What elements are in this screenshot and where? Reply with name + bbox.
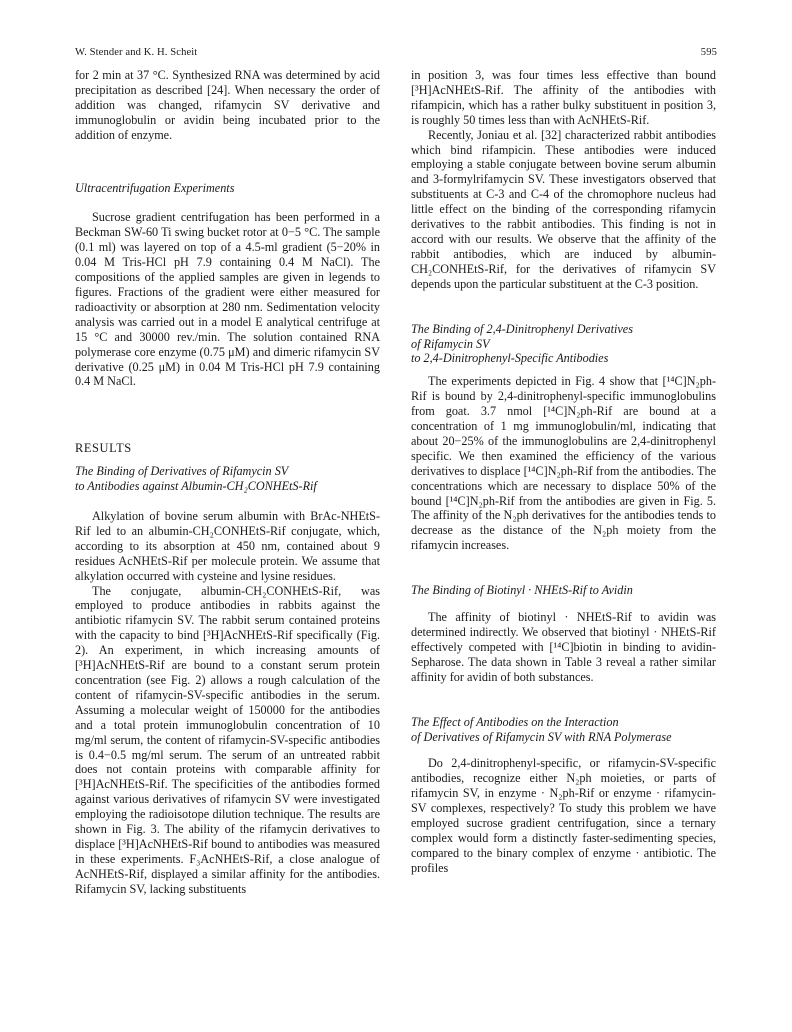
paragraph-methods-continued: for 2 min at 37 °C. Synthesized RNA was determined by acid precipitation as described [24]. When necessary the order of addition was changed, rifamycin SV derivative and immunoglobulin or avidin being incubated prior to the addition of enzyme.	[75, 68, 380, 142]
heading-dnp-line-2: of Rifamycin SV	[411, 336, 490, 351]
left-column	[75, 68, 380, 897]
heading-binding-line-2: to Antibodies against Albumin-CH₂CONHEtS-Rif	[75, 479, 317, 494]
paragraph-conjugate: The conjugate, albumin-CH₂CONHEtS-Rif, was employed to produce antibodies in rabbits against the antibiotic rifamycin SV. The rabbit serum contained proteins with the capacity to bind [³H]AcNHEtS-Rif specifically (Fig. 2). An experiment, in which increasing amounts of [³H]AcNHEtS-Rif are bound to a constant serum protein concentration (see Fig. 2) allows a rough calculation of the content of rifamycin-SV-specific antibodies in the serum. Assuming a molecular weight of 150000 for the antibodies and a total protein immunoglobulin concentration of 10 mg/ml serum, the content of rifamycin-SV-specific antibodies is 0.4−0.5 mg/ml serum. The serum of an untreated rabbit does not contain proteins with comparable affinity for [³H]AcNHEtS-Rif. The specificities of the antibodies formed against various derivatives of rifamycin SV were investigated employing the radioisotope dilution technique. The results are shown in Fig. 3. The ability of the rifamycin derivatives to displace [³H]AcNHEtS-Rif bound to antibodies was measured in these experiments. F₃AcNHEtS-Rif, a close analogue of AcNHEtS-Rif, displayed a similar affinity for the antibodies. Rifamycin SV, lacking substituents	[75, 583, 380, 896]
paragraph-alkylation: Alkylation of bovine serum albumin with BrAc-NHEtS-Rif led to an albumin-CH₂CONHEtS-Rif conjugate, which, according to its absorption at 450 nm, contained about 9 residues AcNHEtS-Rif per molecule protein. We assume that alkylation occurred with cysteine and lysine residues.	[75, 509, 380, 583]
running-header-authors: W. Stender and K. H. Scheit	[75, 47, 198, 58]
paragraph-results-continued: in position 3, was four times less effective than bound [³H]AcNHEtS-Rif. The affinity of the antibodies with rifampicin, which has a rather bulky substituent in position 3, is roughly 50 times less than with AcNHEtS-Rif.	[411, 68, 716, 127]
heading-binding-line-1: The Binding of Derivatives of Rifamycin SV	[75, 464, 289, 479]
heading-ultracentrifugation: Ultracentrifugation Experiments	[75, 180, 235, 195]
heading-results: RESULTS	[75, 441, 132, 456]
paragraph-dnp-binding: The experiments depicted in Fig. 4 show that [¹⁴C]N₂ph-Rif is bound by 2,4-dinitrophenyl-specific immunoglobulins from goat. 3.7 nmol [¹⁴C]N₂ph-Rif are bound at a concentration of 1 mg immunoglobulin/ml, indicating that about 20−25% of the immunoglobulins are 2,4-dinitrophenyl specific. We then examined the efficiency of the various derivatives to displace [¹⁴C]N₂ph-Rif from the antibodies. The concentrations which are necessary to displace 50% of the bound [¹⁴C]N₂ph-Rif from the antibodies are given in Fig. 5. The affinity of the N₂ph derivatives for the antibodies tends to decrease as the distance of the N₂ph moiety from the rifamycin increases.	[411, 374, 716, 553]
heading-biotin: The Binding of Biotinyl · NHEtS-Rif to Avidin	[411, 583, 633, 598]
heading-effect-line-2: of Derivatives of Rifamycin SV with RNA Polymerase	[411, 729, 672, 744]
heading-effect-line-1: The Effect of Antibodies on the Interaction	[411, 714, 619, 729]
paragraph-ultracentrifugation: Sucrose gradient centrifugation has been performed in a Beckman SW-60 Ti swing bucket rotor at 0−5 °C. The sample (0.1 ml) was layered on top of a 4.5-ml gradient (5−20% in 0.04 M Tris-HCl pH 7.9 containing 0.4 M NaCl). The compositions of the applied samples are given in legends to figures. Fractions of the gradient were either measured for radioactivity or absorption at 280 nm. Sedimentation velocity analysis was carried out in a model E analytical centrifuge at 15 °C and 30000 rev./min. The solution contained RNA polymerase core enzyme (0.75 μM) and dimeric rifamycin SV derivative (0.25 μM) in 0.04 M Tris-HCl pH 7.9 containing 0.4 M NaCl.	[75, 210, 380, 389]
page-number: 595	[700, 47, 717, 58]
paragraph-biotin: The affinity of biotinyl · NHEtS-Rif to avidin was determined indirectly. We observed that biotinyl · NHEtS-Rif effectively competed with [¹⁴C]biotin in binding to avidin-Sepharose. The data shown in Table 3 reveal a rather similar affinity for avidin of both substances.	[411, 610, 716, 684]
heading-dnp-line-1: The Binding of 2,4-Dinitrophenyl Derivatives	[411, 321, 633, 336]
heading-dnp-line-3: to 2,4-Dinitrophenyl-Specific Antibodies	[411, 351, 609, 366]
paragraph-antibody-effect: Do 2,4-dinitrophenyl-specific, or rifamycin-SV-specific antibodies, recognize either N₂ph moieties, or parts of rifamycin SV, in enzyme · N₂ph-Rif or enzyme · rifamycin-SV complexes, respectively? To study this problem we have employed sucrose gradient centrifugation, since a ternary complex would form a distinctly faster-sedimenting species, compared to the binary complex of enzyme · antibiotic. The profiles	[411, 756, 716, 875]
paragraph-joniau: Recently, Joniau et al. [32] characterized rabbit antibodies which bind rifampicin. These antibodies were induced employing a stable conjugate between bovine serum albumin and 3-formylrifamycin SV. These investigators observed that substituents at C-3 and C-4 of the chromophore nucleus had little effect on the binding of the corresponding rifamycin derivatives to the rabbit antibodies. This finding is not in accord with our results. We observe that the affinity of the rabbit antibodies, which are induced by albumin-CH₂CONHEtS-Rif, for the derivatives of rifamycin SV depends upon the particular substituent at the C-3 position.	[411, 127, 716, 291]
right-column	[411, 68, 716, 876]
